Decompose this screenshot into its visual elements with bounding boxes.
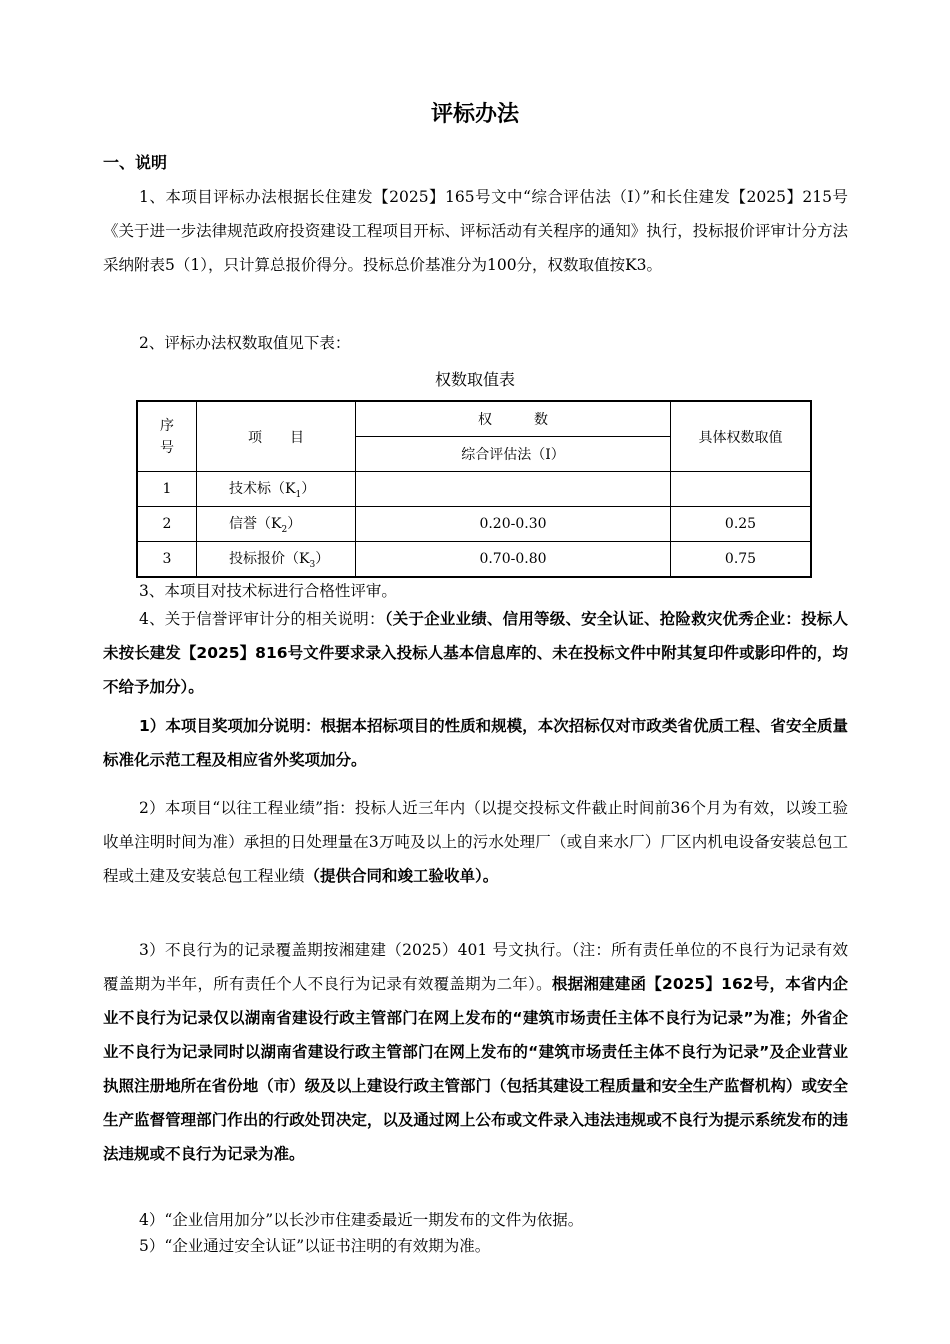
row-range: 0.20-0.30 [356,507,671,542]
header-item: 项 目 [197,401,356,472]
header-weight: 权 数 [356,401,671,437]
row-seq: 3 [137,542,197,578]
paragraph-9: 5）“企业通过安全认证”以证书注明的有效期为准。 [139,1237,491,1255]
paragraph-4: 4、关于信誉评审计分的相关说明：（关于企业业绩、信用等级、安全认证、抢险救灾优秀企业：投标人未按长建发【2025】816号文件要求录入投标人基本信息库的、未在投标文件中附其复印件或影印件的，均不给予加分）。 [103,610,848,696]
row-item: 技术标$(K_1)$ [197,472,356,507]
paragraph-5: 1）本项目奖项加分说明：根据本招标项目的性质和规模，本次招标仅对市政类省优质工程、省安全质量标准化示范工程及相应省外奖项加分。 [103,717,848,769]
section-heading: 一、说明 [103,153,168,172]
header-value: 具体权数取值 [671,401,812,472]
row-value: 0.75 [671,542,812,578]
table-row [137,472,811,507]
row-value: 0.25 [671,507,812,542]
header-method: 综合评估法（Ⅰ） [356,437,671,472]
weight-table [136,400,812,578]
paragraph-2: 2、评标办法权数取值见下表： [139,334,351,352]
row-range [356,472,671,507]
paragraph-7: 3）不良行为的记录覆盖期按湘建建（2025）401 号文执行。（注：所有责任单位的不良行为记录有效覆盖期为半年，所有责任个人不良行为记录有效覆盖期为二年）。根据湘建建函【2025】162号，本省内企业不良行为记录仅以湖南省建设行政主管部门在网上发布的“建筑市场责任主体不良行为记录”为准；外省企业不良行为记录同时以湖南省建设行政主管部门在网上发布的“建筑市场责任主体不良行为记录”及企业营业执照注册地所在省份地（市）级及以上建设行政主管部门（包括其建设工程质量和安全生产监督机构）或安全生产监督管理部门作出的行政处罚决定，以及通过网上公布或文件录入违法违规或不良行为提示系统发布的违法违规或不良行为记录为准。 [103,941,848,1163]
row-seq: 1 [137,472,197,507]
paragraph-3: 3、本项目对技术标进行合格性评审。 [139,582,397,600]
row-item: 投标报价$(K_3)$ [197,542,356,578]
table-row [137,507,811,542]
paragraph-1: 1、本项目评标办法根据长住建发【2025】165号文中“综合评估法（I）”和长住建发【2025】215号《关于进一步法律规范政府投资建设工程项目开标、评标活动有关程序的通知》执行，投标报价评审计分方法采纳附表5（1），只计算总报价得分。投标总价基准分为100分，权数取值按K3。 [103,188,848,274]
table-caption: 权数取值表 [434,370,515,389]
row-value [671,472,812,507]
paragraph-6: 2）本项目“以往工程业绩”指：投标人近三年内（以提交投标文件截止时间前36个月为有效，以竣工验收单注明时间为准）承担的日处理量在3万吨及以上的污水处理厂（或自来水厂）厂区内机电设备安装总包工程或土建及安装总包工程业绩（提供合同和竣工验收单）。 [103,799,848,885]
row-item: 信誉$(K_2)$ [197,507,356,542]
row-seq: 2 [137,507,197,542]
table-row [137,542,811,578]
header-seq: 序号 [137,401,197,472]
row-range: 0.70-0.80 [356,542,671,578]
page-title: 评标办法 [430,102,519,127]
paragraph-8: 4）“企业信用加分”以长沙市住建委最近一期发布的文件为依据。 [139,1211,584,1229]
